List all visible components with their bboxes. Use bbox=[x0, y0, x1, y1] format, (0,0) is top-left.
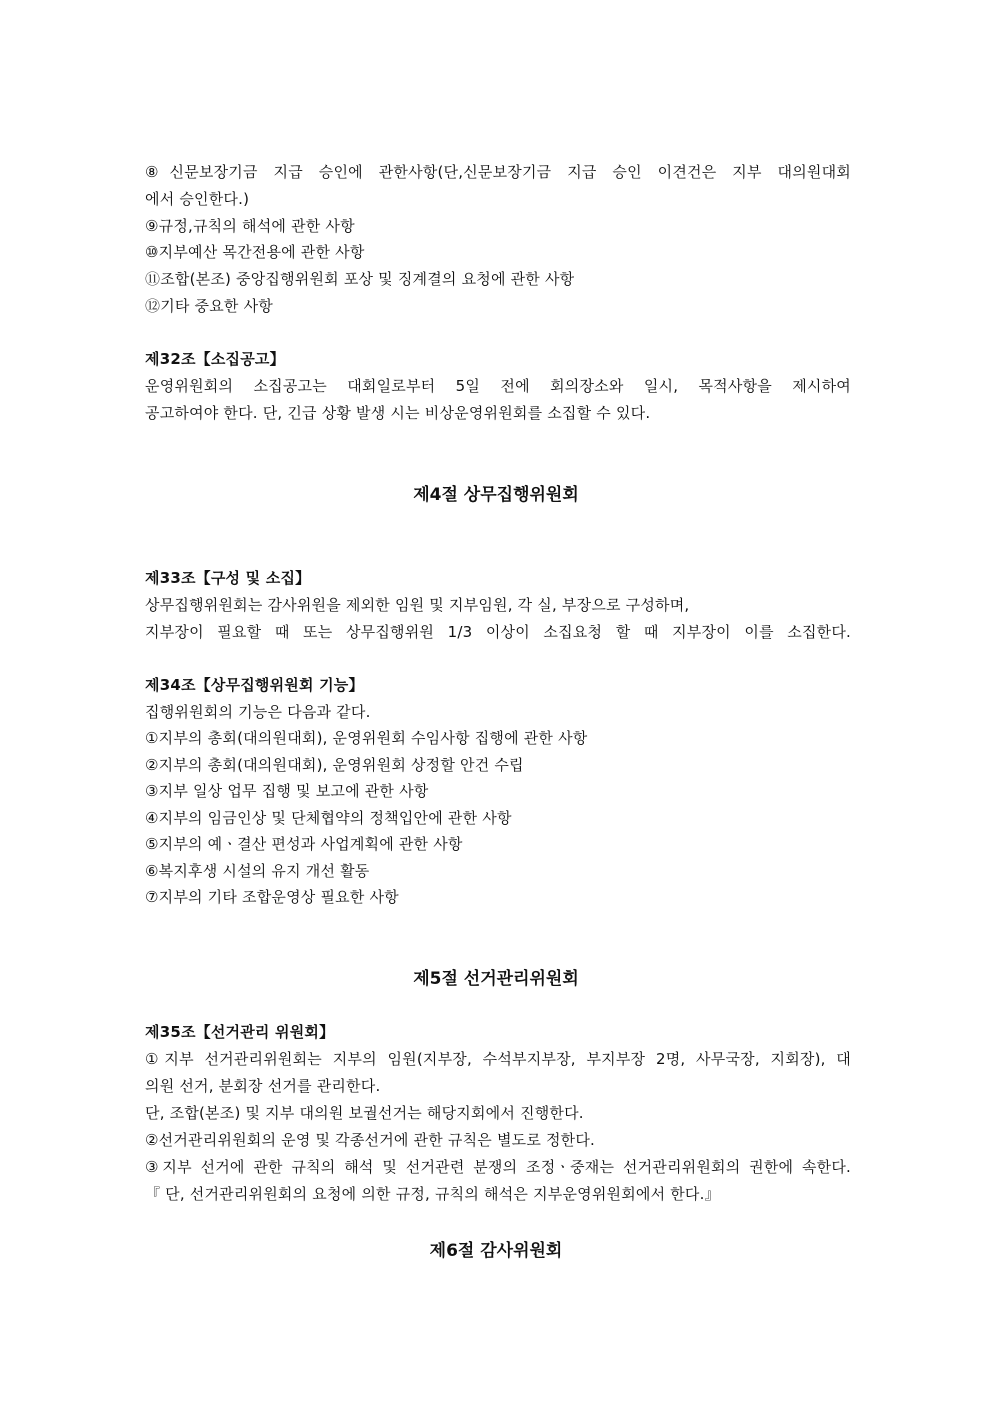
text-line: 『 단, 선거관리위원회의 요청에 의한 규정, 규칙의 해석은 지부운영위원회에서 한다.』 bbox=[145, 1185, 720, 1203]
text-line: ②선거관리위원회의 운영 및 각종선거에 관한 규칙은 별도로 정한다. bbox=[145, 1131, 596, 1149]
text-line: ③지부 선거에 관한 규칙의 해석 및 선거관련 분쟁의 조정ㆍ중재는 선거관리위원회의 권한에 속한다. bbox=[145, 1158, 851, 1176]
text-line: ⑦지부의 기타 조합운영상 필요한 사항 bbox=[145, 888, 399, 906]
article-title: 제35조【선거관리 위원회】 bbox=[145, 1023, 335, 1041]
text-line: ⑩지부예산 목간전용에 관한 사항 bbox=[145, 243, 365, 261]
section-heading: 제6절 감사위원회 bbox=[429, 1241, 563, 1261]
text-line: ⑪조합(본조) 중앙집행위원회 포상 및 징계결의 요청에 관한 사항 bbox=[145, 270, 575, 288]
text-line: 공고하여야 한다. 단, 긴급 상황 발생 시는 비상운영위원회를 소집할 수 있다. bbox=[145, 404, 651, 422]
text-line: ①지부의 총회(대의원대회), 운영위원회 수임사항 집행에 관한 사항 bbox=[145, 729, 588, 747]
text-line: 집행위원회의 기능은 다음과 같다. bbox=[145, 703, 371, 721]
text-line: ④지부의 임금인상 및 단체협약의 정책입안에 관한 사항 bbox=[145, 809, 512, 827]
text-line: 지부장이 필요할 때 또는 상무집행위원 1/3 이상이 소집요청 할 때 지부장이 이를 소집한다. bbox=[145, 623, 851, 641]
section-heading: 제4절 상무집행위원회 bbox=[413, 485, 579, 505]
text-line: ⑤지부의 예ㆍ결산 편성과 사업계획에 관한 사항 bbox=[145, 835, 463, 853]
text-line: ⑫기타 중요한 사항 bbox=[145, 297, 273, 315]
text-line: ③지부 일상 업무 집행 및 보고에 관한 사항 bbox=[145, 782, 429, 800]
article-title: 제33조【구성 및 소집】 bbox=[145, 569, 311, 587]
text-line: ⑧신문보장기금 지급 승인에 관한사항(단,신문보장기금 지급 승인 이견건은 지부 대의원대회 bbox=[145, 163, 851, 181]
text-line: 단, 조합(본조) 및 지부 대의원 보궐선거는 해당지회에서 진행한다. bbox=[145, 1104, 584, 1122]
text-line: ②지부의 총회(대의원대회), 운영위원회 상정할 안건 수립 bbox=[145, 756, 524, 774]
article-title: 제32조【소집공고】 bbox=[145, 350, 285, 368]
text-line: 운영위원회의 소집공고는 대회일로부터 5일 전에 회의장소와 일시, 목적사항을 제시하여 bbox=[145, 377, 851, 395]
text-line: 에서 승인한다.) bbox=[145, 190, 250, 208]
text-line: 상무집행위원회는 감사위원을 제외한 임원 및 지부임원, 각 실, 부장으로 구성하며, bbox=[145, 596, 690, 614]
section-heading: 제5절 선거관리위원회 bbox=[413, 969, 579, 989]
text-line: 의원 선거, 분회장 선거를 관리한다. bbox=[145, 1077, 381, 1095]
text-line: ①지부 선거관리위원회는 지부의 임원(지부장, 수석부지부장, 부지부장 2명, 사무국장, 지회장), 대 bbox=[145, 1050, 851, 1068]
text-line: ⑨규정,규칙의 해석에 관한 사항 bbox=[145, 217, 355, 235]
article-title: 제34조【상무집행위원회 기능】 bbox=[145, 676, 364, 694]
text-line: ⑥복지후생 시설의 유지 개선 활동 bbox=[145, 862, 370, 880]
